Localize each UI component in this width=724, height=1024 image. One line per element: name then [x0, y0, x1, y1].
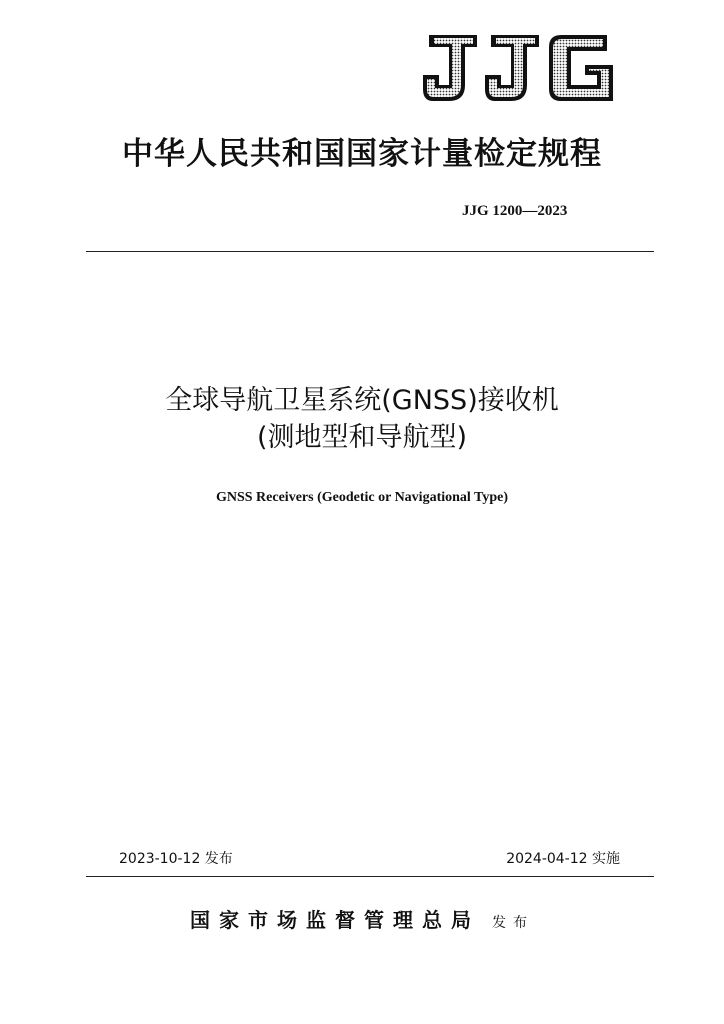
document-title-zh-line2: (测地型和导航型) — [256, 422, 468, 453]
standard-number: JJG 1200—2023 — [462, 203, 568, 219]
publish-action-label: 发布 — [492, 915, 534, 931]
logo-letter-j-1 — [423, 35, 477, 101]
publisher-name: 国家市场监督管理总局 — [190, 908, 480, 932]
document-title-zh-line1: 全球导航卫星系统(GNSS)接收机 — [165, 385, 559, 416]
logo-letter-j-2 — [485, 35, 539, 101]
effective-date: 2024-04-12 实施 — [506, 851, 620, 867]
publisher-line — [0, 905, 724, 938]
bottom-divider — [86, 876, 654, 877]
regulation-series-title: 中华人民共和国国家计量检定规程 — [122, 136, 602, 172]
top-divider — [86, 251, 654, 252]
document-title-en: GNSS Receivers (Geodetic or Navigational Type) — [215, 490, 509, 505]
issue-date: 2023-10-12 发布 — [119, 851, 233, 867]
jjg-logo — [421, 33, 617, 105]
logo-letter-g — [549, 35, 613, 101]
